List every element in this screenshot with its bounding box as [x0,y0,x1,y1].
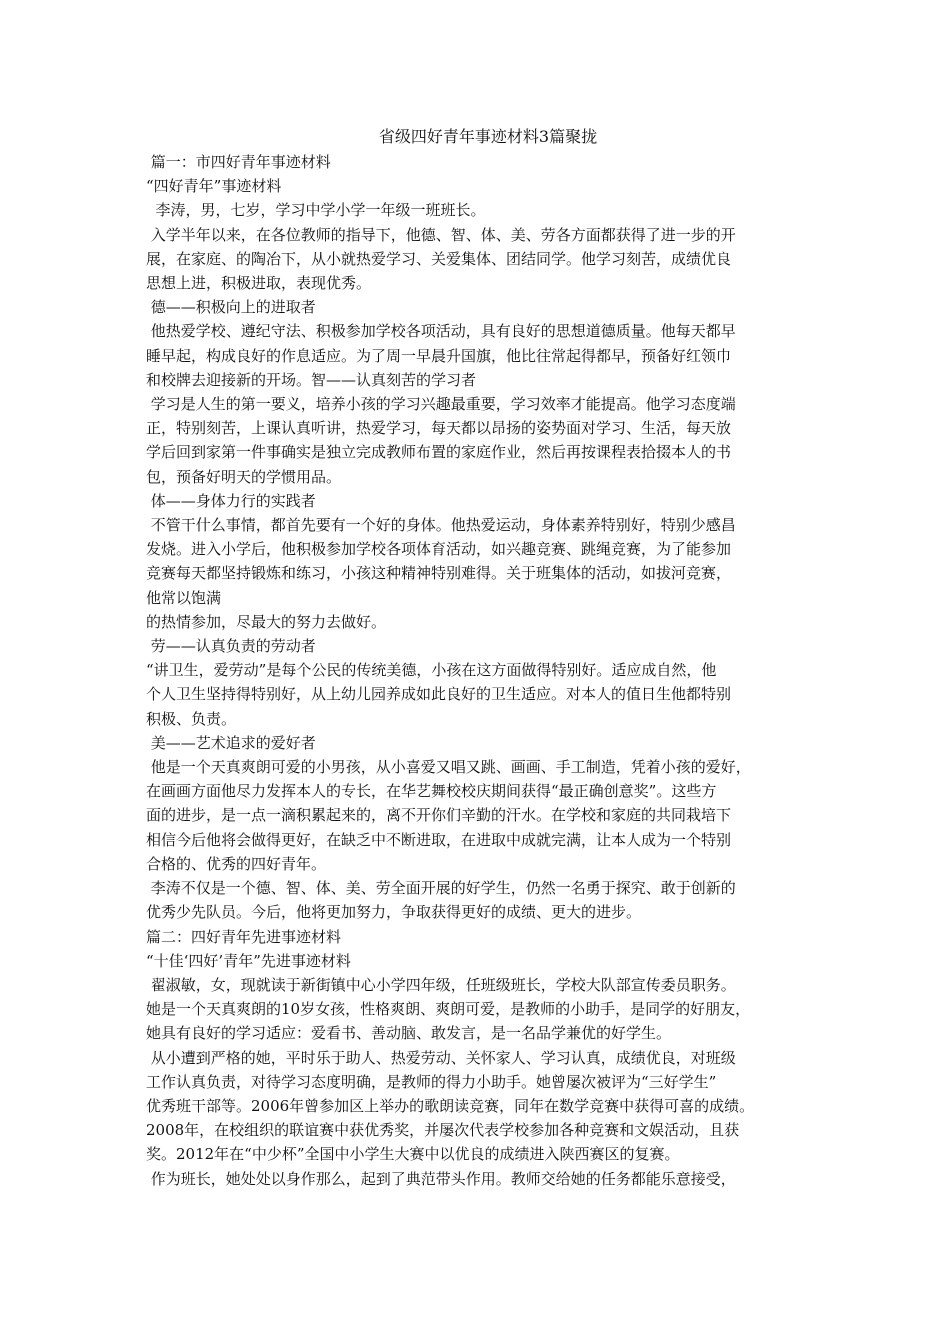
text-line: 李涛，男，七岁，学习中学小学一年级一班班长。 [146,201,486,220]
text-line: 他热爱学校、遵纪守法、积极参加学校各项活动，具有良好的思想道德质量。他每天都早 [146,322,736,341]
text-line: 李涛不仅是一个德、智、体、美、劳全面开展的好学生，仍然一名勇于探究、敢于创新的 [146,879,736,898]
text-line: 学习是人生的第一要义，培养小孩的学习兴趣最重要，学习效率才能提高。他学习态度端 [146,395,736,414]
text-line: 不管干什么事情，都首先要有一个好的身体。他热爱运动，身体素养特别好，特别少感昌 [146,516,736,535]
text-line: 她具有良好的学习适应：爱看书、善动脑、敢发言，是一名品学兼优的好学生。 [146,1024,672,1043]
text-line: 篇一：市四好青年事迹材料 [146,153,331,171]
text-line: 个人卫生坚持得特别好，从上幼儿园养成如此良好的卫生适应。对本人的值日生他都特别 [146,685,732,704]
document-body [146,150,806,1191]
text-line: 竞赛每天都坚持锻炼和练习，小孩这种精神特别难得。关于班集体的活动，如拔河竞赛， [146,564,732,583]
text-line: 入学半年以来，在各位教师的指导下，他德、智、体、美、劳各方面都获得了进一步的开 [146,225,736,244]
text-line: 正，特别刻苦，上课认真听讲，热爱学习，每天都以昂扬的姿势面对学习、生活，每天放 [146,419,732,438]
text-line: 奖。2012年在“中少杯”全国中小学生大赛中以优良的成绩进入陕西赛区的复赛。 [146,1145,680,1164]
text-line: 翟淑敏，女，现就读于新街镇中心小学四年级，任班级班长，学校大队部宣传委员职务。 [146,975,736,994]
text-line: 作为班长，她处处以身作那么，起到了典范带头作用。教师交给她的任务都能乐意接受， [146,1169,736,1188]
text-line: 合格的、优秀的四好青年。 [146,854,327,873]
text-line: 工作认真负责，对待学习态度明确，是教师的得力小助手。她曾屡次被评为“三好学生” [146,1072,717,1091]
text-line: 从小遭到严格的她，平时乐于助人、热爱劳动、关怀家人、学习认真，成绩优良，对班级 [146,1048,736,1067]
text-line: 包，预备好明天的学惯用品。 [146,467,342,486]
text-line: 面的进步，是一点一滴积累起来的，离不开你们辛勤的汗水。在学校和家庭的共同栽培下 [146,806,732,825]
text-line: 优秀少先队员。今后，他将更加努力，争取获得更好的成绩、更大的进步。 [146,903,642,922]
text-line: 和校牌去迎接新的开场。智——认真刻苦的学习者 [146,370,477,389]
text-line: 她是一个天真爽朗的10岁女孩，性格爽朗、爽朗可爱，是教师的小助手，是同学的好朋友， [146,1000,751,1019]
text-line: 睡早起，构成良好的作息适应。为了周一早晨升国旗，他比往常起得都早，预备好红领巾 [146,346,732,365]
document-page [146,127,806,1191]
text-line: 德——积极向上的进取者 [146,298,316,317]
document-title: 省级四好青年事迹材料3篇聚拢 [378,127,598,146]
text-line: 思想上进，积极进取，表现优秀。 [146,274,372,293]
text-line: “十佳‘四好’青年”先进事迹材料 [146,951,351,970]
text-line: 他常以饱满 [146,588,222,607]
text-line: 积极、负责。 [146,709,237,728]
text-line: 体——身体力行的实践者 [146,491,316,510]
text-line: “四好青年”事迹材料 [146,177,282,196]
text-line: 劳——认真负责的劳动者 [146,637,316,656]
text-line: 的热情参加，尽最大的努力去做好。 [146,612,387,631]
text-line: 篇二：四好青年先进事迹材料 [146,927,342,946]
text-line: 美——艺术追求的爱好者 [146,733,316,752]
text-line: 展，在家庭、的陶冶下，从小就热爱学习、关爱集体、团结同学。他学习刻苦，成绩优良 [146,249,732,268]
text-line: 他是一个天真爽朗可爱的小男孩，从小喜爱又唱又跳、画画、手工制造，凭着小孩的爱好， [146,758,751,777]
text-line: 在画画方面他尽力发挥本人的专长，在华艺舞校校庆期间获得“最正确创意奖”。这些方 [146,782,717,801]
text-line: 发烧。进入小学后，他积极参加学校各项体育活动，如兴趣竞赛、跳绳竞赛，为了能参加 [146,540,732,559]
text-line: “讲卫生，爱劳动”是每个公民的传统美德，小孩在这方面做得特别好。适应成自然，他 [146,661,717,680]
text-line: 学后回到家第一件事确实是独立完成教师布置的家庭作业，然后再按课程表拾掇本人的书 [146,443,732,462]
text-line: 2008年，在校组织的联谊赛中获优秀奖，并屡次代表学校参加各种竞赛和文娱活动，且获 [146,1121,740,1140]
text-line: 优秀班干部等。2006年曾参加区上举办的歌朗读竞赛，同年在数学竞赛中获得可喜的成绩。 [146,1096,755,1115]
text-line: 相信今后他将会做得更好，在缺乏中不断进取，在进取中成就完满，让本人成为一个特别 [146,830,732,849]
